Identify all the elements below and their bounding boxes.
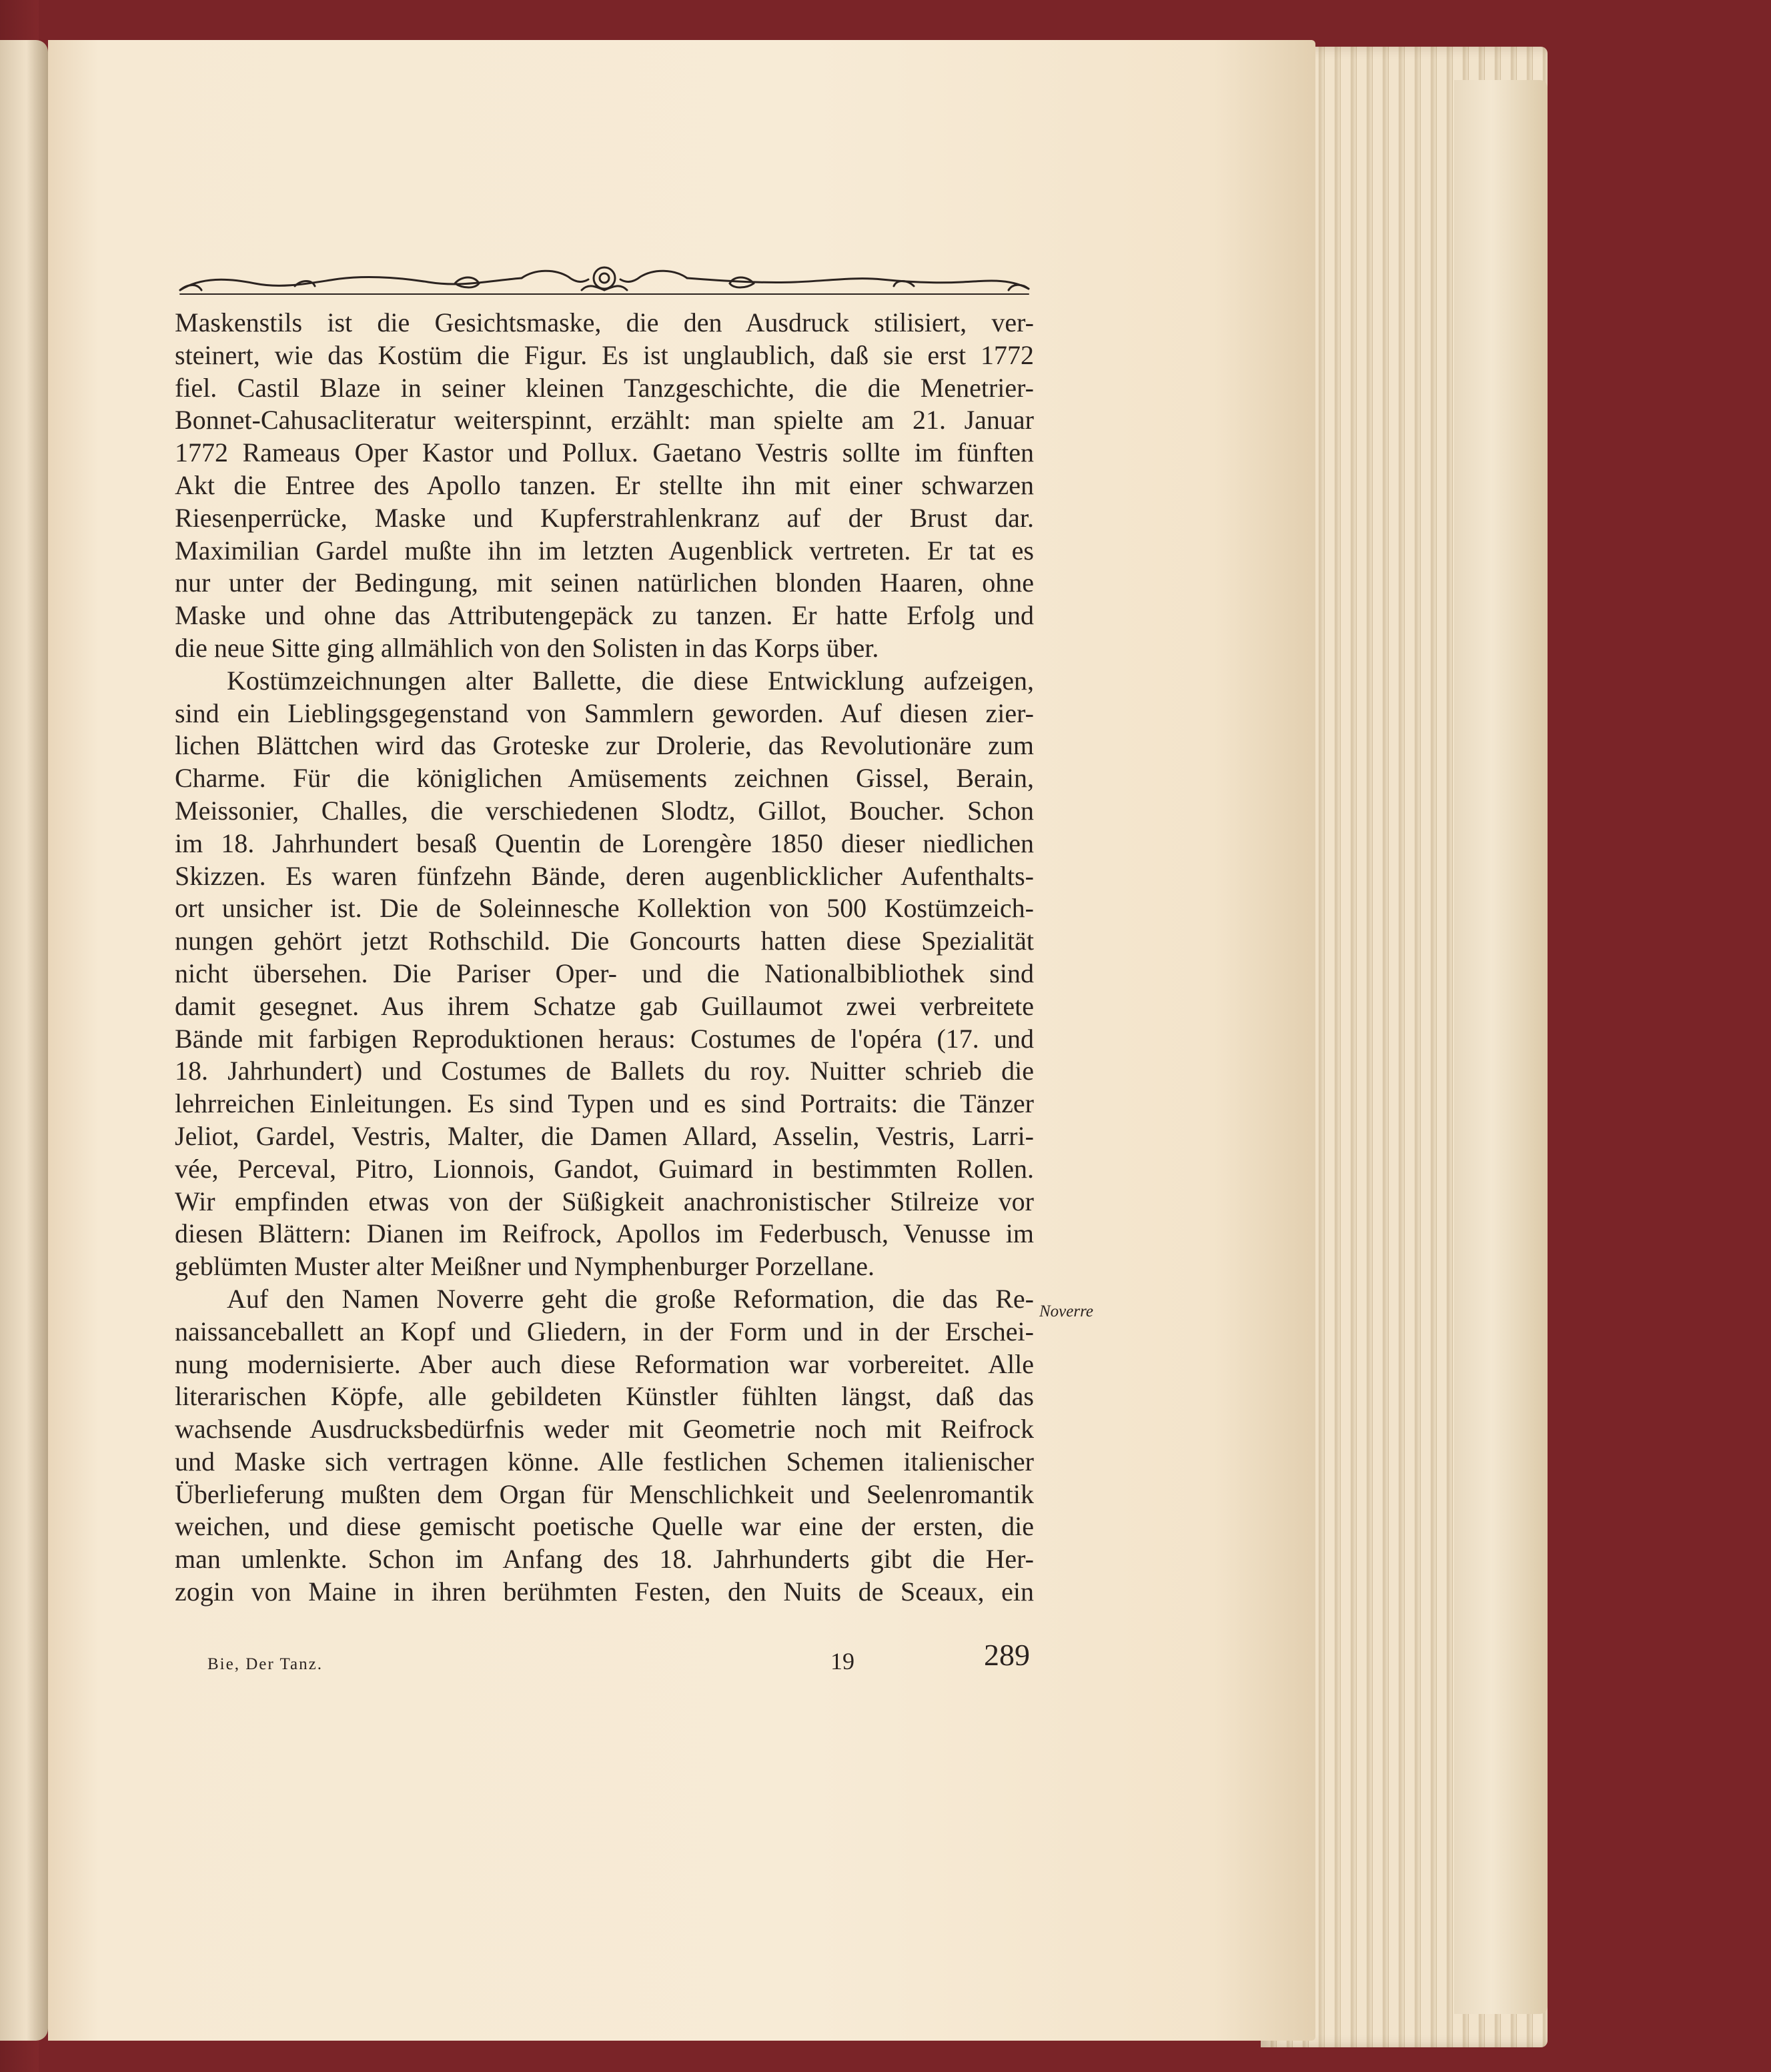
text-line: geblümten Muster alter Meißner und Nymphenburger Porzellane.	[175, 1251, 874, 1282]
signature-mark: 19	[830, 1648, 854, 1675]
text-line: nungen gehört jetzt Rothschild. Die Goncourts hatten diese Spezialität	[175, 926, 1034, 956]
text-line: vée, Perceval, Pitro, Lionnois, Gandot, Guimard in bestimmten Rollen.	[175, 1153, 1034, 1184]
text-line: Maskenstils ist die Gesichtsmaske, die den Ausdruck stilisiert, ver-	[175, 307, 1034, 337]
text-line: diesen Blättern: Dianen im Reifrock, Apollos im Federbusch, Venusse im	[175, 1218, 1034, 1249]
back-cover-strip	[1454, 80, 1548, 2014]
text-line: Riesenperrücke, Maske und Kupferstrahlenkranz auf der Brust dar.	[175, 502, 1034, 533]
text-line: Wir empfinden etwas von der Süßigkeit anachronistischer Stilreize vor	[175, 1186, 1034, 1216]
footer-author-title: Bie, Der Tanz.	[207, 1655, 323, 1673]
text-line: literarischen Köpfe, alle gebildeten Künstler fühlten längst, daß das	[175, 1381, 1034, 1412]
body-text	[175, 307, 1034, 1609]
text-line: wachsende Ausdrucksbedürfnis weder mit Geometrie noch mit Reifrock	[175, 1414, 1034, 1444]
text-line: Überlieferung mußten dem Organ für Menschlichkeit und Seelenromantik	[175, 1478, 1034, 1509]
text-line: fiel. Castil Blaze in seiner kleinen Tanzgeschichte, die die Menetrier-	[175, 372, 1034, 403]
text-line: lichen Blättchen wird das Groteske zur Drolerie, das Revolutionäre zum	[175, 730, 1034, 761]
text-line: sind ein Lieblingsgegenstand von Sammlern geworden. Auf diesen zier-	[175, 698, 1034, 728]
text-line: und Maske sich vertragen könne. Alle festlichen Schemen italienischer	[175, 1446, 1034, 1476]
text-line: 18. Jahrhundert) und Costumes de Ballets du roy. Nuitter schrieb die	[175, 1056, 1034, 1086]
text-line: Maske und ohne das Attributengepäck zu tanzen. Er hatte Erfolg und	[175, 600, 1034, 631]
text-line: Bände mit farbigen Reproduktionen heraus: Costumes de l'opéra (17. und	[175, 1023, 1034, 1054]
text-line: Auf den Namen Noverre geht die große Reformation, die das Re-	[227, 1283, 1034, 1314]
text-line: lehrreichen Einleitungen. Es sind Typen und es sind Portraits: die Tänzer	[175, 1088, 1034, 1119]
text-line: ort unsicher ist. Die de Soleinnesche Kollektion von 500 Kostümzeich-	[175, 893, 1034, 924]
text-line: Skizzen. Es waren fünfzehn Bände, deren augenblicklicher Aufenthalts-	[175, 860, 1034, 891]
text-line: man umlenkte. Schon im Anfang des 18. Jahrhunderts gibt die Her-	[175, 1544, 1034, 1575]
text-line: Meissonier, Challes, die verschiedenen Slodtz, Gillot, Boucher. Schon	[175, 795, 1034, 826]
text-line: im 18. Jahrhundert besaß Quentin de Lorengère 1850 dieser niedlichen	[175, 828, 1034, 858]
text-line: zogin von Maine in ihren berühmten Festen, den Nuits de Sceaux, ein	[175, 1577, 1034, 1607]
text-line: nung modernisierte. Aber auch diese Reformation war vorbereitet. Alle	[175, 1348, 1034, 1379]
decorative-headpiece	[175, 263, 1034, 305]
text-line: damit gesegnet. Aus ihrem Schatze gab Guillaumot zwei verbreitete	[175, 990, 1034, 1021]
text-line: nur unter der Bedingung, mit seinen natürlichen blonden Haaren, ohne	[175, 568, 1034, 598]
text-line: weichen, und diese gemischt poetische Quelle war eine der ersten, die	[175, 1511, 1034, 1542]
text-line: nicht übersehen. Die Pariser Oper- und die Nationalbibliothek sind	[175, 958, 1034, 988]
text-line: Jeliot, Gardel, Vestris, Malter, die Damen Allard, Asselin, Vestris, Larri-	[175, 1120, 1034, 1151]
text-line: steinert, wie das Kostüm die Figur. Es ist unglaublich, daß sie erst 1772	[175, 339, 1034, 370]
left-page-edge	[0, 40, 48, 2041]
text-line: Charme. Für die königlichen Amüsements zeichnen Gissel, Berain,	[175, 763, 1034, 794]
page-number: 289	[984, 1638, 1030, 1672]
text-line: die neue Sitte ging allmählich von den Solisten in das Korps über.	[175, 632, 879, 663]
text-line: Akt die Entree des Apollo tanzen. Er stellte ihn mit einer schwarzen	[175, 469, 1034, 500]
text-line: Kostümzeichnungen alter Ballette, die diese Entwicklung aufzeigen,	[227, 665, 1034, 696]
text-line: Maximilian Gardel mußte ihn im letzten Augenblick vertreten. Er tat es	[175, 535, 1034, 566]
text-line: naissanceballett an Kopf und Gliedern, in der Form und in der Erschei-	[175, 1316, 1034, 1346]
text-line: Bonnet-Cahusacliteratur weiterspinnt, erzählt: man spielte am 21. Januar	[175, 405, 1034, 435]
text-line: 1772 Rameaus Oper Kastor und Pollux. Gaetano Vestris sollte im fünften	[175, 437, 1034, 468]
margin-note: Noverre	[1039, 1302, 1093, 1320]
